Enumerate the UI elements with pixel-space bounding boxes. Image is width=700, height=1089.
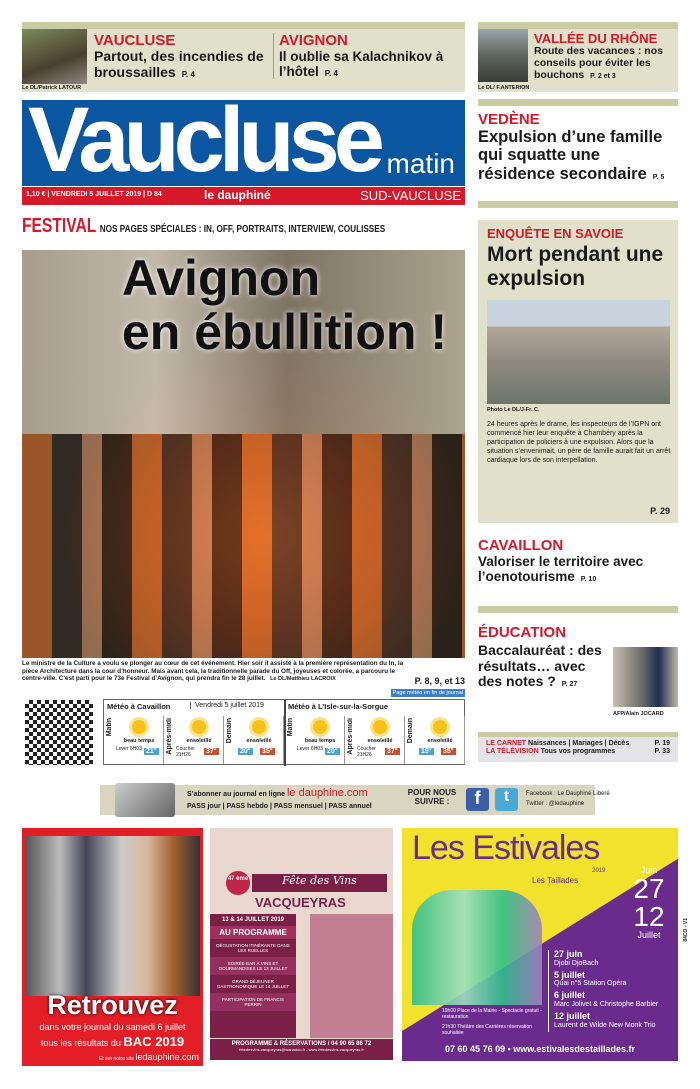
event-date: 27 juin bbox=[554, 949, 583, 959]
sun-icon bbox=[252, 720, 266, 734]
photo-credit: Le DL/Matthieu LACROIX bbox=[270, 676, 336, 683]
page-ref: P. 10 bbox=[580, 576, 597, 584]
weather-desc: beau temps bbox=[304, 738, 336, 744]
brand-logo: le dauphiné bbox=[204, 188, 271, 202]
temp-min: 19° bbox=[421, 748, 432, 755]
ad-estivales[interactable] bbox=[402, 828, 678, 1061]
bar bbox=[478, 22, 678, 29]
weather-page-link[interactable]: Page météo en fin de journal bbox=[392, 690, 463, 696]
main-headline-line1: Avignon bbox=[122, 250, 321, 306]
day: 27 bbox=[633, 873, 665, 904]
temperature: 20° bbox=[327, 748, 338, 755]
photo-credit: Photo Le DL/J-Fr. C. bbox=[487, 407, 540, 413]
headline: Baccalauréat : des résultats… avec des notes ? bbox=[478, 642, 602, 690]
issue-info: 1,10 € | VENDREDI 5 JUILLET 2019 | D 84 bbox=[26, 191, 162, 198]
event-date: 12 juillet bbox=[554, 1010, 591, 1021]
sun-icon bbox=[132, 720, 146, 734]
ad-info: 19h00 Place de la Mairie - Spectacle gratuit - restauration bbox=[442, 1008, 542, 1020]
weather-desc: ensoleillé bbox=[427, 738, 453, 744]
article-cavaillon[interactable] bbox=[478, 537, 678, 584]
twitter-handle: Twitter : @ledauphine bbox=[526, 801, 585, 807]
bac-photo bbox=[25, 836, 200, 996]
page-ref: P. 8, 9, et 13 bbox=[414, 676, 465, 686]
headline: Il oublie sa Kalachnikov à l’hôtel bbox=[279, 49, 444, 80]
event-name: Marc Jolivet & Christophe Barbier bbox=[554, 1001, 659, 1009]
period-label: Matin bbox=[287, 718, 294, 737]
photo-credit: Le DL/ F.ANTERION bbox=[478, 85, 530, 91]
label: LA TÉLÉVISION bbox=[486, 748, 539, 756]
month: Juillet bbox=[637, 930, 661, 940]
headline: Route des vacances : nos conseils pour éviter les bouchons bbox=[534, 45, 663, 81]
event-date: 6 juillet bbox=[554, 990, 586, 1001]
weather-title: Météo à Cavaillon bbox=[107, 702, 171, 711]
sun-time: Coucher 21H26 bbox=[357, 746, 376, 758]
photo-credit: Le DL/Patrick LATOUR bbox=[22, 85, 82, 91]
fire-photo bbox=[22, 29, 87, 84]
sun-icon bbox=[192, 720, 206, 734]
dates: 13 & 14 JUILLET 2019 bbox=[221, 917, 285, 923]
temperature: 37° bbox=[206, 748, 217, 755]
text: Naissances | Mariages | Décès bbox=[528, 740, 630, 747]
bar bbox=[478, 606, 678, 613]
kicker: VALLÉE DU RHÔNE bbox=[534, 31, 658, 46]
article-education[interactable] bbox=[478, 624, 610, 690]
page-ref: P. 27 bbox=[561, 681, 578, 689]
sun-time: Lever 6H03 bbox=[297, 746, 323, 752]
photo-credit: AFP/Alain JOCARD bbox=[613, 711, 664, 717]
page-ref: P. 4 bbox=[181, 69, 195, 79]
ad-footer bbox=[210, 1039, 393, 1060]
teaser-avignon[interactable] bbox=[279, 32, 463, 79]
weather-box bbox=[103, 699, 465, 765]
weather-cell bbox=[224, 716, 284, 764]
sun-icon bbox=[313, 720, 327, 734]
ad-bac[interactable] bbox=[22, 828, 203, 1066]
date-range bbox=[624, 866, 674, 940]
main-caption bbox=[22, 660, 414, 683]
event-name: Djobi DjoBach bbox=[554, 959, 599, 967]
temp-min: 20° bbox=[240, 748, 251, 755]
teaser-vallee[interactable] bbox=[478, 29, 678, 92]
period-label: Demain bbox=[407, 718, 414, 744]
site-link[interactable]: le dauphine.com bbox=[286, 787, 368, 799]
ad-title: Les Estivales bbox=[412, 829, 600, 867]
day: 12 bbox=[633, 901, 665, 932]
weather-title: Météo à L’Isle-sur-la-Sorgue bbox=[288, 702, 389, 711]
ad-town: VACQUEYRAS bbox=[255, 895, 346, 910]
top-bar bbox=[22, 22, 465, 29]
site-link[interactable]: ledauphine.com bbox=[135, 1052, 199, 1062]
event-name: Quai n°5 Station Opéra bbox=[554, 980, 627, 988]
facebook-handle: Facebook : Le Dauphiné Libéré bbox=[526, 791, 610, 797]
ad-text: Et sur notre site bbox=[99, 1056, 135, 1062]
ad-title: Fête des Vins bbox=[252, 874, 387, 892]
edition: SUD-VAUCLUSE bbox=[360, 188, 461, 203]
headline: Expulsion d’une famille qui squatte une résidence secondaire bbox=[478, 128, 663, 183]
ad-info: 21h30 Théâtre des Carrières réservation souhaitée bbox=[442, 1024, 532, 1036]
programme-box bbox=[210, 914, 296, 1038]
caption-text: Le ministre de la Culture a voulu se plonger au cœur de cet événement. Hier soir il assisté à la première représentation du In, la pièce Architecture dans la cour d’honneur. Mais avant cela, la traditionnelle parade du Off, joyeuses et colorée, a parcouru le centre-ville. C’est parti pour le 73e Festival d’Avignon, qui prendra fin le 28 juillet. bbox=[22, 660, 404, 683]
ad-fete-des-vins[interactable] bbox=[210, 828, 393, 1060]
programme-item: DÉGUSTATION ITINÉRANTE DANS LES RUELLES bbox=[216, 943, 290, 953]
contact: PROGRAMME & RÉSERVATIONS / 04 90 65 86 72 bbox=[231, 1041, 372, 1047]
ad-text: tous les résultats du bbox=[40, 1038, 121, 1048]
headline: Mort pendant une expulsion bbox=[487, 243, 664, 290]
devices-icon bbox=[115, 783, 175, 817]
ad-bac-label: BAC 2019 bbox=[123, 1034, 185, 1049]
ad-illustration bbox=[412, 890, 542, 1005]
article-vedene[interactable] bbox=[478, 111, 678, 183]
kicker: AVIGNON bbox=[279, 32, 348, 49]
period-label: Demain bbox=[226, 718, 233, 744]
kicker: ÉDUCATION bbox=[478, 624, 567, 641]
temperature: 21° bbox=[146, 748, 157, 755]
twitter-icon[interactable]: t bbox=[495, 788, 518, 811]
page-ref: P. 19 bbox=[654, 740, 670, 747]
masthead[interactable] bbox=[22, 100, 465, 186]
weather-cell bbox=[104, 716, 164, 764]
festival-text: NOS PAGES SPÉCIALES : IN, OFF, PORTRAITS, INTERVIEW, COULISSES bbox=[99, 223, 386, 235]
edition-code: 84CO - V1 bbox=[683, 918, 689, 942]
traffic-photo bbox=[478, 29, 528, 82]
ad-headline: Retrouvez bbox=[47, 990, 178, 1020]
weather-desc: ensoleillé bbox=[367, 738, 393, 744]
masthead-title: Vaucluse bbox=[28, 100, 379, 186]
sun-time: Lever 6H03 bbox=[116, 746, 142, 752]
programme-item: GRAND DÉJEUNER GASTRONOMIQUE LE 14 JUILLET bbox=[216, 979, 290, 989]
main-photo[interactable] bbox=[22, 250, 465, 658]
temperature: 37° bbox=[387, 748, 398, 755]
top-teasers bbox=[22, 29, 465, 92]
period-label: Après-midi bbox=[347, 718, 354, 755]
page-ref: P. 2 et 3 bbox=[590, 72, 616, 80]
masthead-strip bbox=[22, 187, 465, 205]
ad-year: 2019 bbox=[592, 868, 606, 874]
subscribe-band[interactable] bbox=[100, 785, 610, 815]
programme-label: AU PROGRAMME bbox=[210, 926, 296, 939]
web[interactable]: fetedesvins-vacqueyras@wanadoo.fr - www.fetedesvins-vacqueyras.fr bbox=[239, 1047, 364, 1052]
article-savoie[interactable] bbox=[478, 220, 678, 523]
period-label: Matin bbox=[106, 718, 113, 737]
page-ref: P. 29 bbox=[650, 506, 670, 516]
main-headline-line2: en ébullition ! bbox=[122, 304, 447, 360]
bar bbox=[478, 99, 678, 106]
page-ref: P. 5 bbox=[652, 173, 665, 181]
weather-date: Vendredi 5 juillet 2019 bbox=[190, 702, 264, 709]
event-date: 5 juillet bbox=[554, 969, 586, 980]
weather-cell bbox=[164, 716, 224, 764]
bar bbox=[478, 201, 678, 208]
kicker: VEDÈNE bbox=[478, 111, 540, 128]
programme-item: PARTICIPATION DE FRANCIS PERRIN bbox=[210, 993, 296, 1011]
kicker: CAVAILLON bbox=[478, 537, 564, 554]
weather-desc: ensoleillé bbox=[246, 738, 272, 744]
temp-max: 35° bbox=[262, 748, 273, 755]
weather-cell bbox=[345, 716, 405, 764]
festival-line[interactable] bbox=[22, 215, 385, 238]
qr-code[interactable] bbox=[25, 700, 93, 765]
weather-cell bbox=[285, 716, 345, 764]
event-name: Laurent de Wilde New Monk Trio bbox=[554, 1021, 656, 1029]
minister-photo bbox=[613, 647, 678, 707]
month: Juin bbox=[640, 865, 658, 875]
pass-options[interactable]: PASS jour | PASS hebdo | PASS mensuel | PASS annuel bbox=[187, 803, 372, 810]
weather-desc: beau temps bbox=[123, 738, 155, 744]
follow-label: POUR NOUS SUIVRE : bbox=[407, 788, 457, 806]
text: Tous vos programmes bbox=[540, 748, 616, 756]
sun-icon bbox=[433, 720, 447, 734]
weather-desc: ensoleillé bbox=[186, 738, 212, 744]
ad-contact[interactable]: 07 60 45 76 09 • www.estivalesdestaillades.fr bbox=[445, 1044, 635, 1054]
tv-row[interactable] bbox=[486, 748, 670, 756]
temp-max: 35° bbox=[443, 748, 454, 755]
event-list bbox=[548, 950, 676, 1032]
sun-icon bbox=[373, 720, 387, 734]
kicker: VAUCLUSE bbox=[94, 32, 176, 49]
teaser-vaucluse[interactable] bbox=[94, 32, 270, 80]
label: LE CARNET bbox=[486, 740, 527, 747]
ad-place: Les Taillades bbox=[532, 876, 579, 885]
kicker: ENQUÊTE EN SAVOIE bbox=[487, 226, 624, 241]
edition-badge: 47 ème bbox=[226, 871, 250, 895]
body-text: 24 heures après le drame, les inspecteurs de l’IGPN ont commencé hier leur enquête à Chambéry après la participation de policiers à une expulsion. Alors que la situation s’envenimait, un père de famille aurait fait un arrêt cardiaque lors de son interpellation. bbox=[487, 421, 671, 465]
sun-time: Coucher 21H26 bbox=[176, 746, 195, 758]
period-label: Après-midi bbox=[166, 718, 173, 755]
kicker: FESTIVAL bbox=[22, 215, 97, 237]
building-photo bbox=[487, 300, 670, 404]
page-ref: P. 4 bbox=[324, 69, 338, 79]
subscribe-text: S’abonner au journal en ligne bbox=[187, 791, 286, 798]
carnet-box bbox=[478, 732, 678, 762]
programme-item: SOIRÉE BAR À VINS ET GOURMANDISES LE 13 JUILLET bbox=[210, 957, 296, 975]
facebook-icon[interactable]: f bbox=[466, 788, 489, 811]
weather-cell bbox=[405, 716, 465, 764]
ad-text: dans votre journal du samedi 6 juillet bbox=[39, 1022, 186, 1032]
headline: Valoriser le territoire avec l’oenotourisme bbox=[478, 554, 644, 585]
headline: Partout, des incendies de broussailles bbox=[94, 48, 264, 80]
masthead-subtitle: matin bbox=[386, 148, 455, 179]
page-ref: P. 33 bbox=[654, 748, 670, 756]
